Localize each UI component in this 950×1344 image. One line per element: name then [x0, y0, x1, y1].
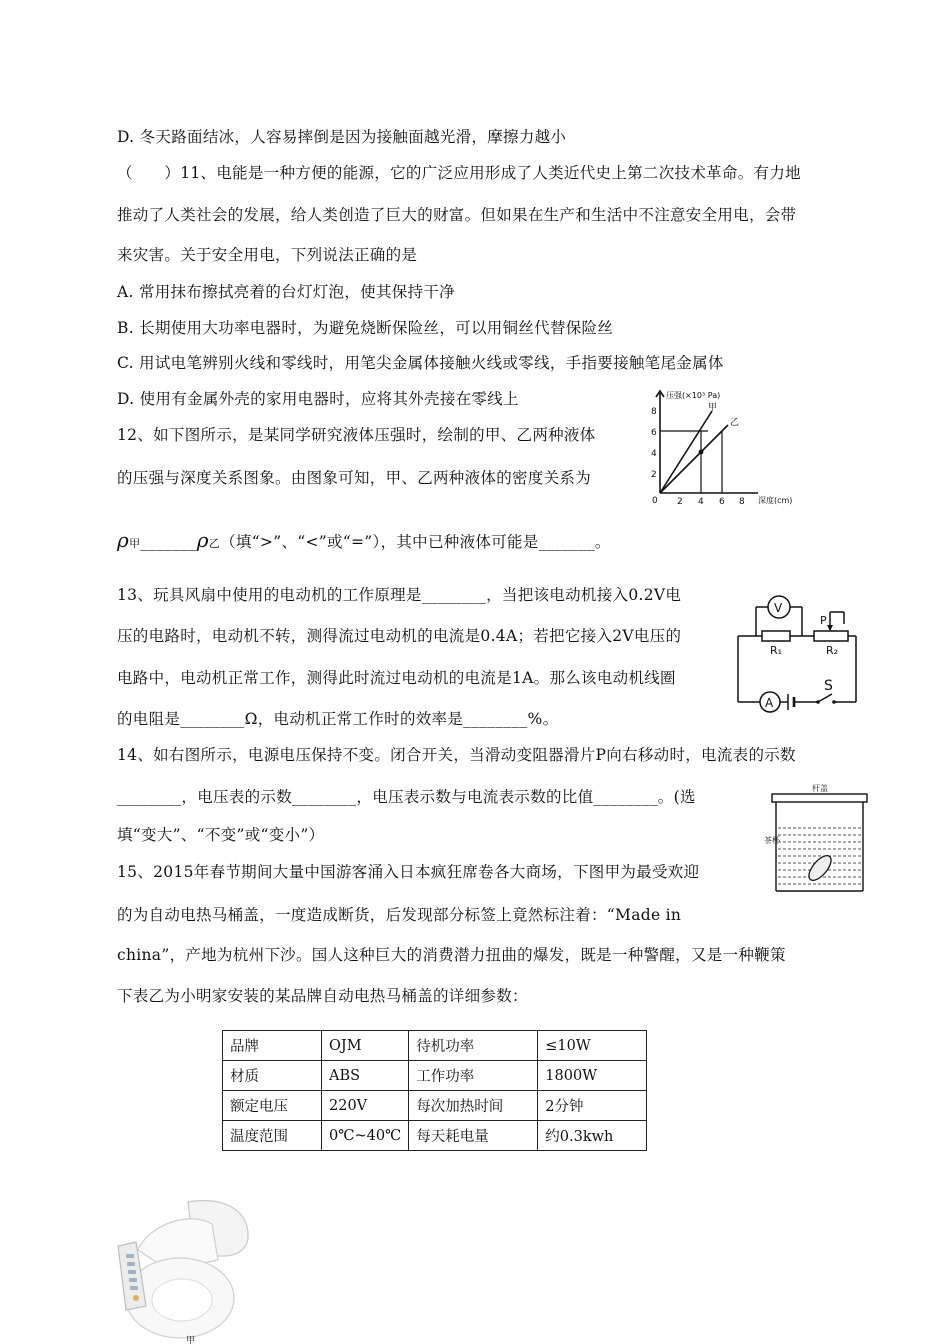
line-jia	[660, 411, 712, 493]
q14-stem-2: ________，电压表的示数________，电压表示数与电流表示数的比值________。(选	[117, 788, 696, 806]
q15-stem-3: china”，产地为杭州下沙。国人这种巨大的消费潜力扭曲的爆发，既是一种警醒，又是一种鞭策	[117, 946, 786, 964]
table-row	[223, 1061, 647, 1091]
q12-answer-rest: （填“>”、“<”或“=”），其中已种液体可能是_______。	[220, 533, 611, 551]
r1-label: R₁	[770, 644, 783, 657]
answer-blank: _______	[140, 533, 197, 551]
table-row	[223, 1091, 647, 1121]
r2-label: R₂	[826, 644, 839, 657]
xtick: 8	[739, 497, 745, 507]
slider-label: P	[820, 614, 827, 627]
graph-ylabel: 压强(×10³ Pa)	[666, 391, 721, 400]
q15-stem-2: 的为自动电热马桶盖，一度造成断货，后发现部分标签上竟然标注着：“Made in	[117, 906, 682, 924]
ytick: 4	[651, 449, 657, 459]
voltmeter-label: V	[774, 601, 783, 615]
tank-figure	[764, 783, 874, 903]
table-cell: 220V	[322, 1091, 409, 1121]
origin-label: 0	[652, 496, 658, 506]
toilet-seat-photo	[108, 1190, 258, 1344]
q15-stem-1: 15、2015年春节期间大量中国游客涌入日本疯狂席卷各大商场，下图甲为最受欢迎	[117, 863, 700, 881]
table-cell: 温度范围	[223, 1121, 322, 1151]
line-yi	[660, 425, 728, 493]
ytick: 8	[651, 407, 657, 417]
resistor-r2	[814, 631, 848, 641]
q14-stem-1: 14、如右图所示，电源电压保持不变。闭合开关，当滑动变阻器滑片P向右移动时，电流表的示数	[117, 746, 796, 764]
table-cell: 约0.3kwh	[538, 1121, 647, 1151]
q12-answer-line	[117, 530, 611, 554]
q11-stem-2: 推动了人类社会的发展，给人类创造了巨大的财富。但如果在生产和生活中不注意安全用电，会带	[117, 206, 797, 224]
label-jia: 甲	[708, 403, 718, 413]
tank-side-label: 茶杯	[764, 836, 780, 845]
table-cell: 0℃~40℃	[322, 1121, 409, 1151]
rho-sub-yi: 乙	[208, 537, 221, 550]
q11-option-d: D. 使用有金属外壳的家用电器时，应将其外壳接在零线上	[117, 390, 519, 408]
table-cell: 每次加热时间	[409, 1091, 538, 1121]
product-params-table	[222, 1030, 647, 1151]
q13-stem-4: 的电阻是________Ω，电动机正常工作时的效率是________%。	[117, 710, 559, 728]
rho-symbol: ρ	[117, 528, 130, 552]
q15-stem-4: 下表乙为小明家安装的某品牌自动电热马桶盖的详细参数：	[117, 987, 528, 1005]
ytick: 2	[651, 470, 657, 480]
q14-stem-3: 填“变大”、“不变”或“变小”）	[117, 826, 325, 844]
intersection-point	[699, 450, 704, 455]
resistor-r1	[762, 631, 790, 641]
q13-stem-3: 电路中，电动机正常工作，测得此时流过电动机的电流是1A。那么该电动机线圈	[117, 669, 676, 687]
table-cell: 每天耗电量	[409, 1121, 538, 1151]
q13-stem-1: 13、玩具风扇中使用的电动机的工作原理是________，当把该电动机接入0.2V电	[117, 586, 682, 604]
submerged-object	[805, 852, 835, 884]
xtick: 6	[719, 497, 725, 507]
q11-option-c: C. 用试电笔辨别火线和零线时，用笔尖金属体接触火线或零线，手指要接触笔尾金属体	[117, 354, 724, 372]
table-cell: OJM	[322, 1031, 409, 1061]
pressure-depth-graph	[640, 383, 815, 508]
q11-option-b: B. 长期使用大功率电器时，为避免烧断保险丝，可以用铜丝代替保险丝	[117, 319, 614, 337]
q11-stem-3: 来灾害。关于安全用电，下列说法正确的是	[117, 246, 418, 264]
table-cell: ≤10W	[538, 1031, 647, 1061]
slider-arrow-icon	[827, 625, 833, 631]
circuit-diagram	[732, 590, 862, 720]
graph-xlabel: 深度(cm)	[758, 496, 793, 505]
table-cell: 2分钟	[538, 1091, 647, 1121]
rho-sub-jia: 甲	[129, 537, 141, 550]
rho-symbol: ρ	[196, 528, 209, 552]
xtick: 2	[677, 497, 683, 507]
table-row	[223, 1121, 647, 1151]
tank-lid	[772, 794, 867, 802]
photo-caption: 甲	[186, 1336, 196, 1344]
table-cell: 工作功率	[409, 1061, 538, 1091]
tank-lid-label: 杆盖	[812, 784, 828, 793]
q11-option-a: A. 常用抹布擦拭亮着的台灯灯泡，使其保持干净	[117, 283, 455, 301]
q12-stem-1: 12、如下图所示，是某同学研究液体压强时，绘制的甲、乙两种液体	[117, 426, 596, 444]
q11-stem-1: （ ）11、电能是一种方便的能源，它的广泛应用形成了人类近代史上第二次技术革命。有力地	[117, 164, 801, 182]
ammeter-label: A	[765, 696, 774, 710]
ytick: 6	[651, 428, 657, 438]
table-cell: 材质	[223, 1061, 322, 1091]
xtick: 4	[698, 497, 704, 507]
q10-option-d: D. 冬天路面结冰，人容易摔倒是因为接触面越光滑，摩擦力越小	[117, 128, 567, 146]
indicator-light	[133, 1295, 139, 1301]
switch-label: S	[824, 678, 833, 694]
table-cell: 额定电压	[223, 1091, 322, 1121]
table-row	[223, 1031, 647, 1061]
table-cell: 待机功率	[409, 1031, 538, 1061]
table-cell: ABS	[322, 1061, 409, 1091]
table-cell: 品牌	[223, 1031, 322, 1061]
q12-stem-2: 的压强与深度关系图象。由图象可知，甲、乙两种液体的密度关系为	[117, 469, 592, 487]
q13-stem-2: 压的电路时，电动机不转，测得流过电动机的电流是0.4A；若把它接入2V电压的	[117, 627, 682, 645]
label-yi: 乙	[730, 418, 740, 428]
table-cell: 1800W	[538, 1061, 647, 1091]
